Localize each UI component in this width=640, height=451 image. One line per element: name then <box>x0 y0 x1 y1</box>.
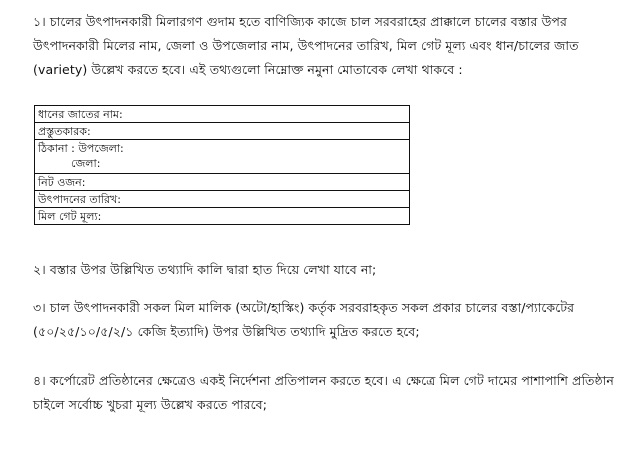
paragraph-1-line-2: উৎপাদনকারী মিলের নাম, জেলা ও উপজেলার নাম, উৎপাদনের তারিখ, মিল গেট মূল্য এবং ধান/চালের জাত <box>33 38 579 53</box>
mill-gate-price-cell: মিল গেট মূল্য: <box>35 208 410 225</box>
manufacturer-cell: প্রস্তুতকারক: <box>35 123 410 140</box>
paragraph-3-line-1: ৩। চাল উৎপাদনকারী সকল মিল মালিক (অটো/হাস্কিং) কর্তৃক সরবরাহকৃত সকল প্রকার চালের বস্তা/প্যাকেটের <box>33 300 575 315</box>
paragraph-4-line-2: চাইলে সর্বোচ্চ খুচরা মূল্য উল্লেখ করতে পারবে; <box>33 397 268 412</box>
paragraph-4-line-1: ৪। কর্পোরেট প্রতিষ্ঠানের ক্ষেত্রেও একই নির্দেশনা প্রতিপালন করতে হবে। এ ক্ষেত্রে মিল গেট দামের পাশাপাশি প্রতিষ্ঠান <box>33 373 614 388</box>
table-row <box>35 140 410 174</box>
paragraph-1-line-3: (variety) উল্লেখ করতে হবে। এই তথ্যগুলো নিম্নোক্ত নমুনা মোতাবেক লেখা থাকবে : <box>33 62 463 77</box>
net-weight-cell: নিট ওজন: <box>35 174 410 191</box>
production-date-cell: উৎপাদনের তারিখ: <box>35 191 410 208</box>
paragraph-1-line-1: ১। চালের উৎপাদনকারী মিলারগণ গুদাম হতে বাণিজ্যিক কাজে চাল সরবরাহের প্রাক্কালে চালের বস্তার উপর <box>33 14 567 29</box>
paragraph-3 <box>33 296 623 344</box>
paragraph-2 <box>33 258 623 282</box>
paragraph-1 <box>33 10 623 82</box>
table-row <box>35 174 410 191</box>
sample-label-table <box>34 105 410 225</box>
paragraph-2-line-1: ২। বস্তার উপর উল্লিখিত তথ্যাদি কালি দ্বারা হাত দিয়ে লেখা যাবে না; <box>33 262 377 277</box>
variety-name-cell: ধানের জাতের নাম: <box>35 106 410 123</box>
table-row <box>35 123 410 140</box>
paragraph-3-line-2: (৫০/২৫/১০/৫/২/১ কেজি ইত্যাদি) উপর উল্লিখিত তথ্যাদি মুদ্রিত করতে হবে; <box>33 324 420 339</box>
table-row <box>35 191 410 208</box>
paragraph-4 <box>33 369 623 417</box>
address-cell <box>35 140 410 174</box>
address-district-label: জেলা: <box>71 157 101 170</box>
table-row <box>35 106 410 123</box>
address-upazila-label: ঠিকানা : উপজেলা: <box>38 142 124 155</box>
table-row <box>35 208 410 225</box>
